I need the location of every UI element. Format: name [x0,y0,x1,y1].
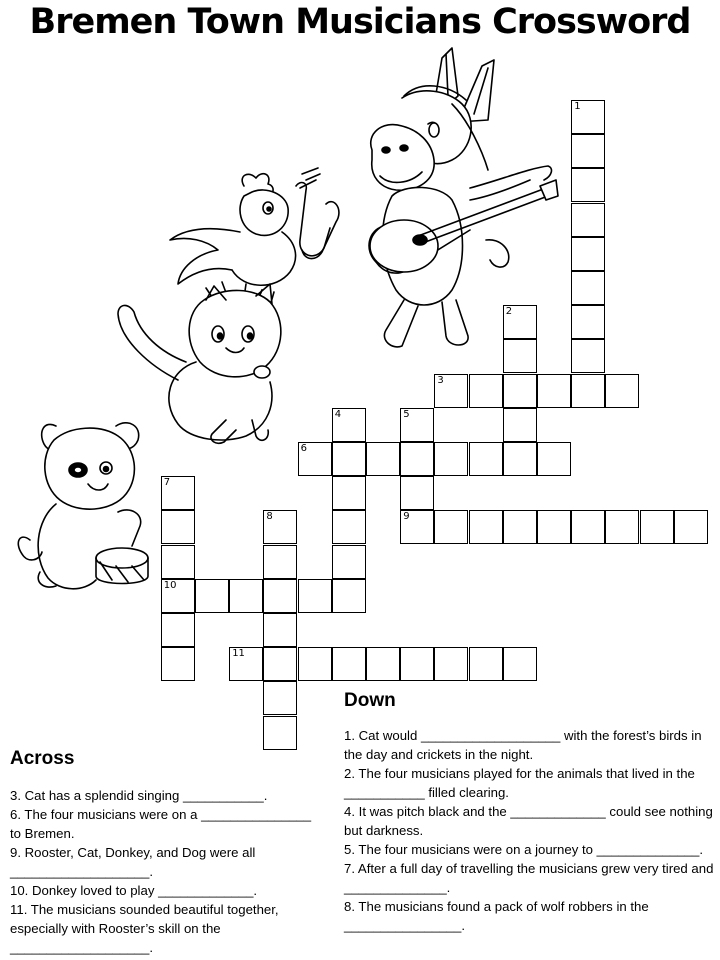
down-clues [344,726,716,935]
across-clue: 11. The musicians sounded beautiful together, especially with Rooster’s skill on the ___________________. [10,902,279,955]
across-clues [10,786,322,957]
across-clue: 3. Cat has a splendid singing ___________. [10,788,268,803]
clue-number: 7 [163,477,171,489]
clue-number: 10 [163,579,177,591]
cat-drawing [118,282,281,443]
down-heading: Down [344,690,396,711]
down-clue: 1. Cat would ___________________ with the forest’s birds in the day and crickets in the night. [344,728,702,762]
page-title: Bremen Town Musicians Crossword [29,2,691,42]
down-clue: 7. After a full day of travelling the musicians grew very tired and ______________. [344,861,714,895]
donkey-guitar-drawing [369,48,558,347]
clue-number: 9 [403,511,410,523]
clue-number: 2 [505,306,513,318]
dog-drum-drawing [18,423,148,589]
across-clue: 6. The four musicians were on a _______________ to Bremen. [10,807,312,841]
clue-number: 3 [437,374,444,386]
across-clue: 10. Donkey loved to play _____________. [10,883,258,898]
down-clue: 5. The four musicians were on a journey to ______________. [344,842,703,857]
across-heading: Across [10,748,75,769]
down-clue: 8. The musicians found a pack of wolf robbers in the ________________. [344,899,649,933]
clue-number: 6 [300,443,307,454]
across-clue: 9. Rooster, Cat, Donkey, and Dog were all ___________________. [10,845,256,879]
clue-number: 5 [403,408,410,420]
clue-number: 4 [334,408,342,420]
clue-number: 8 [266,511,273,523]
rooster-saxophone-drawing [170,168,339,306]
clue-number: 11 [232,648,245,660]
down-clue: 2. The four musicians played for the animals that lived in the ___________ filled clearing. [344,766,695,800]
clue-number: 1 [574,101,581,112]
down-clue: 4. It was pitch black and the _____________ could see nothing but darkness. [344,804,713,838]
